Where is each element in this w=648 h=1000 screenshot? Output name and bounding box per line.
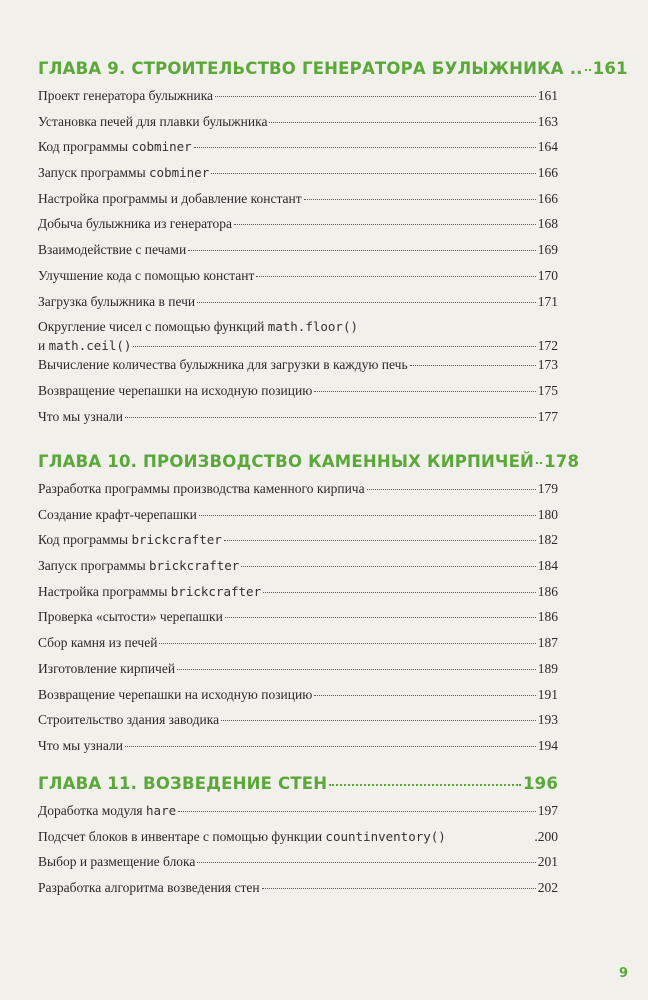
toc-entry[interactable] bbox=[38, 802, 558, 828]
entry-page: 161 bbox=[537, 88, 558, 103]
entry-title bbox=[38, 686, 312, 703]
leader-dots bbox=[194, 147, 536, 148]
toc-entry[interactable] bbox=[38, 583, 558, 609]
entry-text: Проверка «сытости» черепашки bbox=[38, 609, 223, 625]
entry-text: Разработка алгоритма возведения стен bbox=[38, 880, 260, 896]
entry-title bbox=[38, 480, 365, 497]
entry-text: Настройка программы bbox=[38, 583, 171, 599]
toc-entry[interactable] bbox=[38, 190, 558, 216]
leader-dots bbox=[221, 720, 536, 721]
toc-entry[interactable] bbox=[38, 853, 558, 879]
chapter-page: 178 bbox=[544, 452, 580, 471]
leader-dots bbox=[367, 489, 536, 490]
toc-entry[interactable] bbox=[38, 531, 558, 557]
entry-code: cobminer bbox=[131, 139, 192, 155]
entry-text: Что мы узнали bbox=[38, 737, 123, 753]
chapter-title: ГЛАВА 10. ПРОИЗВОДСТВО КАМЕННЫХ КИРПИЧЕЙ bbox=[38, 452, 535, 471]
leader-dots bbox=[256, 276, 535, 277]
entry-title bbox=[38, 506, 197, 523]
entry-title bbox=[38, 190, 302, 207]
leader-dots bbox=[211, 173, 536, 174]
toc-entry[interactable] bbox=[38, 318, 558, 356]
entry-code: hare bbox=[146, 803, 177, 818]
entry-code: cobminer bbox=[149, 165, 210, 181]
chapter-section bbox=[38, 59, 628, 433]
toc-entry[interactable] bbox=[38, 356, 558, 382]
chapter-heading[interactable] bbox=[38, 59, 628, 78]
toc-entry[interactable] bbox=[38, 711, 558, 737]
leader-dots bbox=[215, 96, 536, 97]
entry-page: 172 bbox=[537, 338, 558, 354]
leader-dots bbox=[536, 462, 542, 464]
toc-entry[interactable] bbox=[38, 138, 558, 164]
entry-page: 166 bbox=[537, 165, 558, 181]
entry-title bbox=[38, 408, 123, 425]
entry-title bbox=[38, 557, 239, 574]
leader-dots bbox=[225, 617, 536, 618]
leader-dots bbox=[314, 695, 535, 696]
entry-code: brickcrafter bbox=[131, 532, 222, 548]
entry-title bbox=[38, 267, 254, 284]
leader-dots bbox=[224, 540, 536, 541]
toc-entry[interactable] bbox=[38, 293, 558, 319]
entry-page: 184 bbox=[537, 558, 558, 574]
entry-page: 186 bbox=[537, 609, 558, 625]
leader-dots bbox=[159, 643, 535, 644]
entry-page: 168 bbox=[537, 216, 558, 232]
entry-text: Добыча булыжника из генератора bbox=[38, 216, 232, 232]
leader-dots bbox=[329, 784, 521, 786]
entry-text: Что мы узнали bbox=[38, 408, 123, 424]
entry-title bbox=[38, 293, 195, 310]
entry-text: Взаимодействие с печами bbox=[38, 242, 187, 258]
toc-entry[interactable] bbox=[38, 634, 558, 660]
entry-text: Вычисление количества булыжника для загрузки в каждую печь bbox=[38, 357, 408, 373]
toc-entry[interactable] bbox=[38, 557, 558, 583]
toc-entry[interactable] bbox=[38, 267, 558, 293]
entry-page: 179 bbox=[537, 481, 558, 496]
entry-text: Сбор камня из печей bbox=[38, 635, 158, 651]
entry-page: 177 bbox=[537, 408, 558, 424]
entry-page: .200 bbox=[534, 828, 558, 844]
entry-code: brickcrafter bbox=[170, 583, 262, 599]
chapter-heading[interactable] bbox=[38, 452, 580, 471]
toc-entry[interactable] bbox=[38, 215, 558, 241]
entry-page: 164 bbox=[537, 139, 558, 155]
leader-dots bbox=[197, 302, 536, 303]
entry-text: Возвращение черепашки на исходную позицию bbox=[38, 382, 313, 398]
toc-entry[interactable] bbox=[38, 828, 558, 854]
chapter-title: ГЛАВА 9. СТРОИТЕЛЬСТВО ГЕНЕРАТОРА БУЛЫЖНИКА .. bbox=[38, 59, 583, 78]
leader-dots bbox=[410, 365, 536, 366]
toc-entry[interactable] bbox=[38, 506, 558, 532]
entry-page: 189 bbox=[537, 660, 558, 676]
entry-title bbox=[38, 660, 175, 677]
entry-page: 171 bbox=[537, 293, 558, 309]
leader-dots bbox=[177, 669, 536, 670]
entry-page: 163 bbox=[537, 113, 558, 129]
entry-title bbox=[38, 583, 261, 600]
entry-page: 193 bbox=[537, 712, 558, 728]
entry-text: Подсчет блоков в инвентаре с помощью функции bbox=[38, 828, 326, 844]
toc-entry[interactable] bbox=[38, 113, 558, 139]
chapter-heading[interactable] bbox=[38, 774, 558, 793]
entry-page: 170 bbox=[537, 267, 558, 283]
entry-title bbox=[38, 879, 260, 896]
entry-page: 191 bbox=[537, 686, 558, 702]
leader-dots bbox=[262, 888, 536, 889]
entry-text: Загрузка булыжника в печи bbox=[38, 293, 196, 309]
entry-page: 180 bbox=[537, 506, 558, 522]
entry-text: Выбор и размещение блока bbox=[38, 854, 196, 870]
entry-text: Изготовление кирпичей bbox=[38, 660, 176, 676]
leader-dots bbox=[314, 391, 535, 392]
toc-entry[interactable] bbox=[38, 382, 558, 408]
entry-text: Настройка программы и добавление констант bbox=[38, 190, 302, 206]
entry-text: и bbox=[38, 338, 49, 354]
entry-title bbox=[38, 802, 176, 819]
leader-dots bbox=[234, 224, 536, 225]
entry-code: math.floor() bbox=[267, 319, 358, 335]
toc-entry[interactable] bbox=[38, 480, 558, 506]
entry-title bbox=[38, 634, 157, 651]
entry-title bbox=[38, 138, 192, 155]
chapter-section bbox=[38, 774, 558, 905]
entry-title bbox=[38, 113, 267, 130]
entry-title bbox=[38, 241, 186, 258]
toc-entry[interactable] bbox=[38, 660, 558, 686]
entry-page: 202 bbox=[537, 880, 558, 896]
entry-title bbox=[38, 215, 232, 232]
chapter-page: 196 bbox=[522, 774, 558, 793]
leader-dots bbox=[125, 417, 536, 418]
page-number: 9 bbox=[618, 966, 628, 981]
entry-page: 187 bbox=[537, 635, 558, 651]
entry-page: 201 bbox=[537, 854, 558, 870]
leader-dots bbox=[199, 515, 536, 516]
entry-title bbox=[38, 531, 222, 548]
entry-page: 197 bbox=[537, 803, 558, 818]
toc-entry[interactable] bbox=[38, 608, 558, 634]
entry-title bbox=[38, 711, 219, 728]
entry-code: countinventory() bbox=[325, 828, 446, 844]
entry-list bbox=[38, 480, 558, 763]
entry-text: Установка печей для плавки булыжника bbox=[38, 113, 268, 129]
entry-page: 186 bbox=[537, 583, 558, 599]
leader-dots bbox=[188, 250, 536, 251]
leader-dots bbox=[133, 346, 535, 347]
entry-text: Проект генератора булыжника bbox=[38, 88, 214, 103]
entry-page: 175 bbox=[537, 382, 558, 398]
leader-dots bbox=[178, 811, 536, 812]
entry-title bbox=[38, 164, 209, 181]
toc-entry[interactable] bbox=[38, 241, 558, 267]
entry-page: 194 bbox=[537, 737, 558, 753]
entry-text: Разработка программы производства каменного кирпича bbox=[38, 481, 365, 496]
entry-page: 182 bbox=[537, 532, 558, 548]
entry-page: 173 bbox=[537, 357, 558, 373]
chapter-title: ГЛАВА 11. ВОЗВЕДЕНИЕ СТЕН bbox=[38, 774, 328, 793]
entry-title bbox=[38, 608, 223, 625]
entry-list bbox=[38, 87, 558, 433]
entry-text: Запуск программы bbox=[38, 558, 150, 574]
entry-text: Запуск программы bbox=[38, 165, 150, 181]
toc-entry[interactable] bbox=[38, 737, 558, 763]
entry-text: Строительство здания заводика bbox=[38, 712, 220, 728]
leader-dots bbox=[263, 592, 536, 593]
entry-title bbox=[38, 87, 213, 104]
entry-code: brickcrafter bbox=[149, 558, 240, 574]
leader-dots bbox=[197, 862, 535, 863]
toc-entry[interactable] bbox=[38, 87, 558, 113]
chapter-section bbox=[38, 452, 580, 763]
entry-text: Улучшение кода с помощью констант bbox=[38, 267, 255, 283]
entry-text: Код программы bbox=[38, 532, 132, 548]
entry-page: 166 bbox=[537, 190, 558, 206]
leader-dots bbox=[269, 122, 535, 123]
toc-entry[interactable] bbox=[38, 408, 558, 434]
entry-code: math.ceil() bbox=[48, 338, 132, 354]
entry-title bbox=[38, 828, 446, 845]
leader-dots bbox=[241, 566, 535, 567]
toc-entry[interactable] bbox=[38, 686, 558, 712]
entry-title bbox=[38, 853, 195, 870]
toc-entry[interactable] bbox=[38, 164, 558, 190]
entry-title bbox=[38, 737, 123, 754]
entry-title bbox=[38, 318, 558, 337]
leader-dots bbox=[585, 69, 591, 71]
leader-dots bbox=[125, 746, 536, 747]
entry-text: Код программы bbox=[38, 139, 132, 155]
chapter-page: 161 bbox=[592, 59, 628, 78]
toc-entry[interactable] bbox=[38, 879, 558, 905]
entry-title bbox=[38, 356, 408, 373]
entry-title bbox=[38, 382, 312, 399]
entry-text: Создание крафт-черепашки bbox=[38, 506, 197, 522]
entry-text: Округление чисел с помощью функций bbox=[38, 319, 268, 335]
entry-text: Доработка модуля bbox=[38, 803, 147, 818]
entry-list bbox=[38, 802, 558, 905]
leader-dots bbox=[304, 199, 536, 200]
entry-text: Возвращение черепашки на исходную позицию bbox=[38, 686, 313, 702]
entry-title-continued bbox=[38, 337, 558, 354]
entry-page: 169 bbox=[537, 242, 558, 258]
